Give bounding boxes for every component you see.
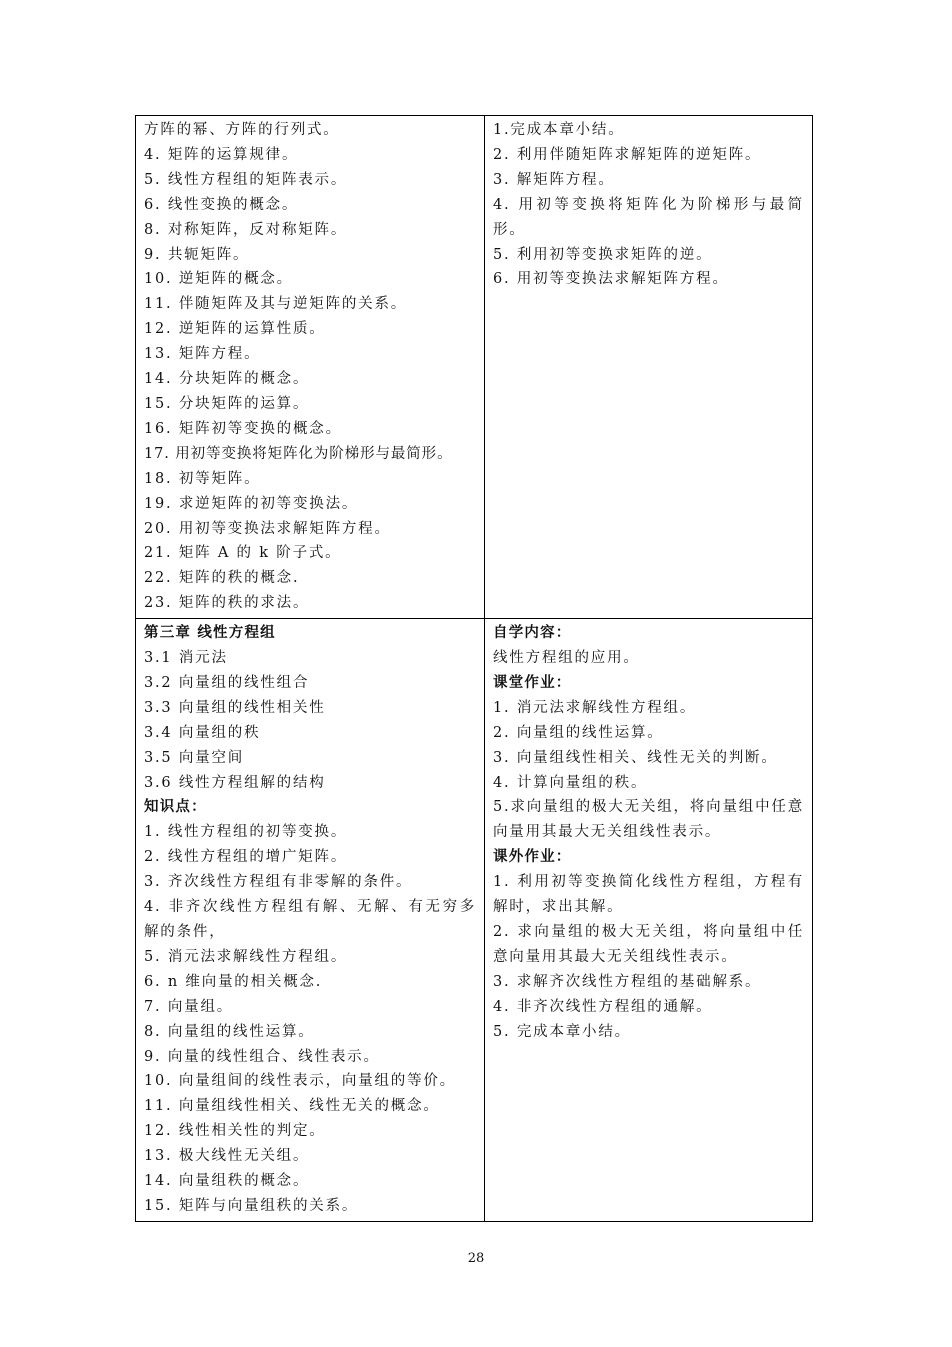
section-item: 3.3 向量组的线性相关性: [144, 699, 326, 716]
section-item: 3.6 线性方程组解的结构: [144, 774, 326, 791]
list-item: 8. 对称矩阵，反对称矩阵。: [144, 221, 348, 238]
list-item: 11. 向量组线性相关、线性无关的概念。: [144, 1098, 440, 1115]
list-item: 14. 向量组秩的概念。: [144, 1173, 310, 1190]
list-item: 6. 用初等变换法求解矩阵方程。: [493, 271, 729, 288]
list-item: 10. 逆矩阵的概念。: [144, 271, 293, 288]
list-item: 方阵的幂、方阵的行列式。: [144, 122, 340, 138]
list-item: 5.求向量组的极大无关组，将向量组中任意向量用其最大无关组线性表示。: [493, 799, 804, 841]
list-item: 2. 求向量组的极大无关组，将向量组中任意向量用其最大无关组线性表示。: [493, 924, 804, 965]
list-item: 22. 矩阵的秩的概念.: [144, 570, 300, 587]
self-study-heading: 自学内容：: [493, 624, 572, 642]
list-item: 6. 线性变换的概念。: [144, 196, 299, 213]
list-item: 1. 利用初等变换简化线性方程组，方程有解时，求出其解。: [493, 874, 804, 916]
chapter-title: 第三章 线性方程组: [144, 624, 276, 642]
list-item: 9. 共轭矩阵。: [144, 246, 250, 263]
list-item: 线性方程组的应用。: [493, 650, 640, 667]
list-item: 3. 向量组线性相关、线性无关的判断。: [493, 749, 778, 766]
table-row: [136, 116, 813, 619]
list-item: 4. 非齐次线性方程组有解、无解、有无穷多解的条件，: [144, 899, 476, 940]
assignment-cell-chapter-2: [485, 116, 813, 619]
list-item: 7. 向量组。: [144, 998, 234, 1015]
list-item: 5. 线性方程组的矩阵表示。: [144, 171, 348, 188]
list-item: 1. 消元法求解线性方程组。: [493, 699, 697, 716]
list-item: 15. 矩阵与向量组秩的关系。: [144, 1197, 359, 1214]
page-number: 28: [467, 1251, 485, 1266]
list-item: 8. 向量组的线性运算。: [144, 1023, 315, 1040]
list-item: 12. 线性相关性的判定。: [144, 1123, 326, 1140]
section-item: 3.5 向量空间: [144, 749, 245, 766]
section-item: 3.4 向量组的秩: [144, 724, 261, 741]
list-item: 21. 矩阵 A 的 k 阶子式。: [144, 545, 342, 562]
list-item: 6. n 维向量的相关概念.: [144, 973, 323, 990]
list-item: 4. 用初等变换将矩阵化为阶梯形与最简形。: [493, 196, 804, 238]
homework-heading: 课外作业：: [493, 848, 572, 866]
list-item: 5. 消元法求解线性方程组。: [144, 948, 348, 965]
section-item: 3.2 向量组的线性组合: [144, 674, 310, 691]
knowledge-cell-chapter-2: [136, 116, 485, 619]
list-item: 14. 分块矩阵的概念。: [144, 371, 310, 388]
list-item: 5. 完成本章小结。: [493, 1023, 631, 1040]
list-item: 20. 用初等变换法求解矩阵方程。: [144, 520, 391, 537]
list-item: 17. 用初等变换将矩阵化为阶梯形与最简形。: [144, 445, 453, 462]
list-item: 3. 齐次线性方程组有非零解的条件。: [144, 874, 413, 891]
list-item: 12. 逆矩阵的运算性质。: [144, 321, 326, 338]
list-item: 2. 利用伴随矩阵求解矩阵的逆矩阵。: [493, 146, 762, 163]
list-item: 1. 线性方程组的初等变换。: [144, 824, 348, 841]
list-item: 2. 线性方程组的增广矩阵。: [144, 849, 348, 866]
list-item: 19. 求逆矩阵的初等变换法。: [144, 495, 359, 512]
knowledge-cell-chapter-3: [136, 619, 485, 1222]
table-row: [136, 619, 813, 1222]
list-item: 11. 伴随矩阵及其与逆矩阵的关系。: [144, 296, 408, 313]
list-item: 4. 计算向量组的秩。: [493, 774, 648, 791]
list-item: 18. 初等矩阵。: [144, 470, 261, 487]
list-item: 3. 解矩阵方程。: [493, 171, 615, 188]
list-item: 10. 向量组间的线性表示，向量组的等价。: [144, 1073, 456, 1090]
assignment-cell-chapter-3: [485, 619, 813, 1222]
list-item: 1.完成本章小结。: [493, 122, 625, 138]
section-item: 3.1 消元法: [144, 650, 228, 667]
list-item: 23. 矩阵的秩的求法。: [144, 595, 310, 612]
list-item: 2. 向量组的线性运算。: [493, 724, 664, 741]
list-item: 13. 极大线性无关组。: [144, 1148, 310, 1165]
list-item: 16. 矩阵初等变换的概念。: [144, 420, 342, 437]
syllabus-table: [135, 115, 813, 1222]
list-item: 3. 求解齐次线性方程组的基础解系。: [493, 973, 762, 990]
list-item: 15. 分块矩阵的运算。: [144, 395, 310, 412]
list-item: 5. 利用初等变换求矩阵的逆。: [493, 246, 713, 263]
list-item: 9. 向量的线性组合、线性表示。: [144, 1048, 380, 1065]
classwork-heading: 课堂作业：: [493, 673, 572, 691]
list-item: 13. 矩阵方程。: [144, 346, 261, 363]
list-item: 4. 矩阵的运算规律。: [144, 146, 299, 163]
list-item: 4. 非齐次线性方程组的通解。: [493, 998, 713, 1015]
knowledge-heading: 知识点：: [144, 798, 207, 816]
